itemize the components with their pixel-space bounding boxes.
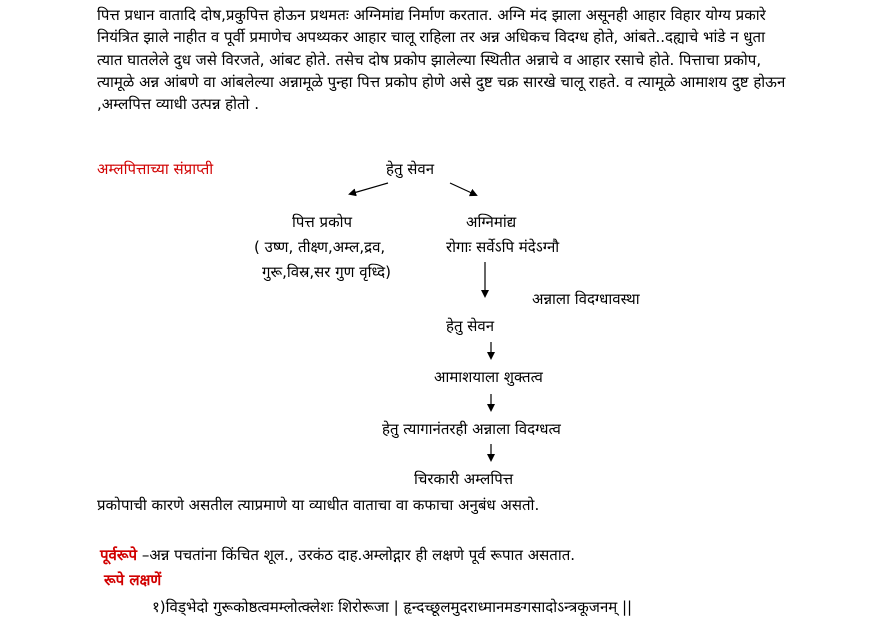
arrow-right	[450, 183, 476, 195]
flow-anna-vidagdha: अन्नाला विदग्धावस्था	[532, 290, 640, 308]
flow-hetu-tyag: हेतु त्यागानंतरही अन्नाला विदग्धत्व	[382, 420, 561, 438]
purvarupa-label: पूर्वरूपे	[100, 546, 138, 564]
samprapti-heading: अम्लपित्ताच्या संप्राप्ती	[97, 160, 214, 178]
flow-pitta-qualities-2: गुरू,विस्र,सर गुण वृध्दि)	[262, 263, 391, 281]
flow-hetu-sevan-top: हेतु सेवन	[386, 160, 435, 178]
flow-hetu-sevan-2: हेतु सेवन	[446, 317, 495, 335]
intro-paragraph: पित्त प्रधान वातादि दोष,प्रकुपित्त होऊन प्रथमतः अग्निमांद्य निर्माण करतात. अग्नि मंद झाला असूनही आहार विहार योग्य प्रकारे नियंत्रित झाले नाहीत व पूर्वी प्रमाणेच अपथ्यकर आहार चालू राहिला तर अन्न अधिकच विदग्ध होते, आंबते..दह्याचे भांडे न धुता त्यात घातलेले दुध जसे विरजते, आंबट होते. तसेच दोष प्रकोप झालेल्या स्थितीत अन्नाचे व आहार रसाचे होते. पित्ताचा प्रकोप, त्यामूळे अन्न आंबणे वा आंबलेल्या अन्नामूळे पुन्हा पित्त प्रकोप होणे असे दुष्ट चक्र सारखे चालू राहते. व त्यामूळे आमाशय दुष्ट होऊन ,अम्लपित्त व्याधी उत्पन्न होतो .	[97, 6, 786, 114]
flow-amashaya: आमाशयाला शुक्तत्व	[434, 368, 543, 386]
flow-agnimandya: अग्निमांद्य	[466, 213, 517, 231]
prakop-line: प्रकोपाची कारणे असतील त्याप्रमाणे या व्याधीत वाताचा वा कफाचा अनुबंध असतो.	[97, 496, 540, 514]
flow-chirkari: चिरकारी अम्लपित्त	[414, 470, 514, 488]
arrow-left	[350, 183, 388, 194]
flow-pitta-qualities-1: ( उष्ण, तीक्ष्ण,अम्ल,द्रव,	[254, 238, 386, 256]
rupa-heading: रूपे लक्षणें	[104, 571, 162, 589]
purvarupa-text: –अन्न पचतांना किंचित शूल., उरकंठ दाह.अम्लोद्गार ही लक्षणे पूर्व रूपात असतात.	[137, 546, 576, 564]
shloka-line: १)विड्भेदो गुरूकोष्ठत्वमम्लोत्क्लेशः शिरोरूजा | हृन्दच्छूलमुदराध्मानमङगसादोऽन्त्रकूजनम् ||	[152, 598, 633, 616]
flow-roga-quote: रोगाः सर्वेऽपि मंदेऽग्नौ	[446, 238, 560, 256]
flow-pitta-prakop: पित्त प्रकोप	[292, 213, 352, 231]
